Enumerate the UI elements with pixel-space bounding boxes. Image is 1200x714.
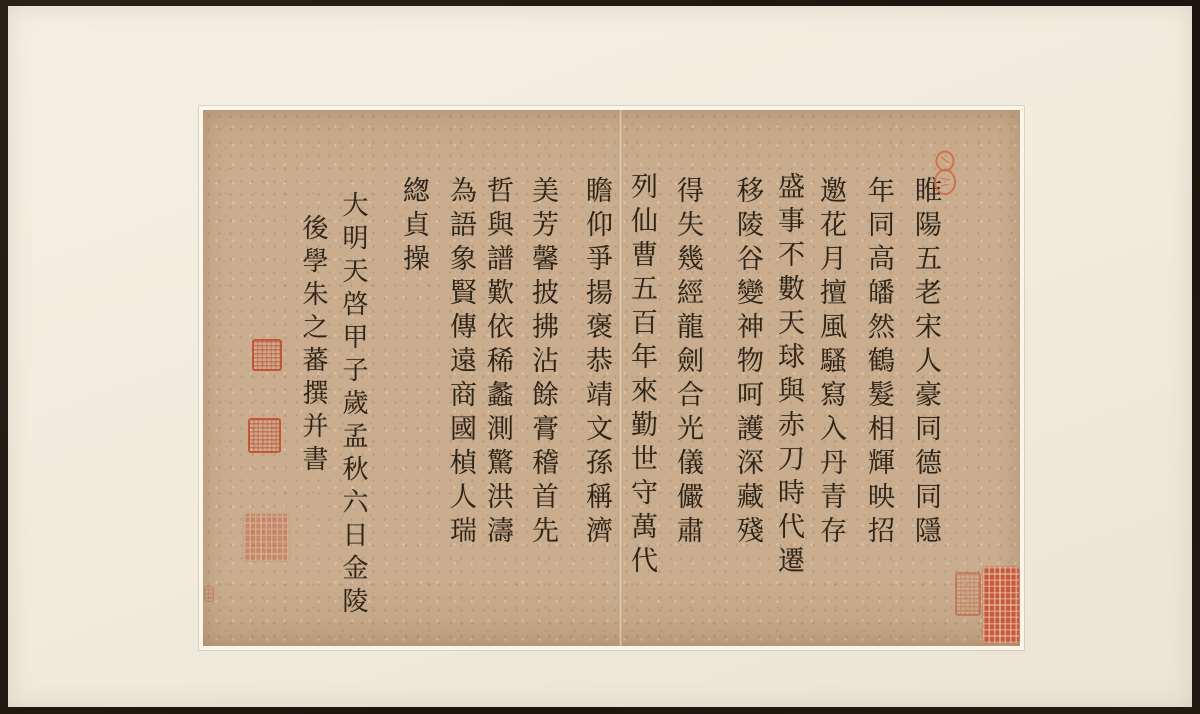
center-fold-crease [618,110,623,646]
text-column-10: 哲與譜歎依稀蠡測驚洪濤 [482,176,513,550]
seal-left-middle [248,418,281,453]
date-column: 大明天啓甲子歲孟秋六日金陵 [338,191,368,620]
text-column-2: 年同高皤然鶴髮相輝映招 [863,176,894,550]
text-column-8: 瞻仰爭揚褒恭靖文孫稱濟 [581,176,612,550]
text-column-4: 盛事不數天球與赤刀時代遷 [773,172,804,580]
window-mat [8,6,1192,707]
text-column-7: 列仙曹五百年來勤世守萬代 [626,172,657,580]
seal-bottom-right-small [955,572,981,616]
text-column-5: 移陵谷變神物呵護深藏殘 [732,176,763,550]
mat-opening-bevel [199,106,1024,650]
seal-left-upper [252,339,282,371]
text-column-11: 為語象賢傳遠商國楨人瑞 [445,176,476,550]
text-column-3: 邀花月擅風騷寫入丹青存 [815,176,846,550]
seal-bottom-right-large [983,567,1019,643]
text-column-1: 睢陽五老宋人豪同德同隱 [910,176,941,550]
seal-left-lower [244,514,289,561]
seal-left-edge-fragment [204,586,214,602]
text-column-6: 得失幾經龍劍合光儀儼肅 [672,176,703,550]
gourd-seal-top-right [933,150,957,196]
signature-column: 後學朱之蕃撰并書 [298,214,328,478]
text-column-12: 緫貞操 [398,176,429,278]
text-column-9: 美芳馨披拂沾餘膏稽首先 [527,176,558,550]
calligraphy-paper [203,110,1020,646]
